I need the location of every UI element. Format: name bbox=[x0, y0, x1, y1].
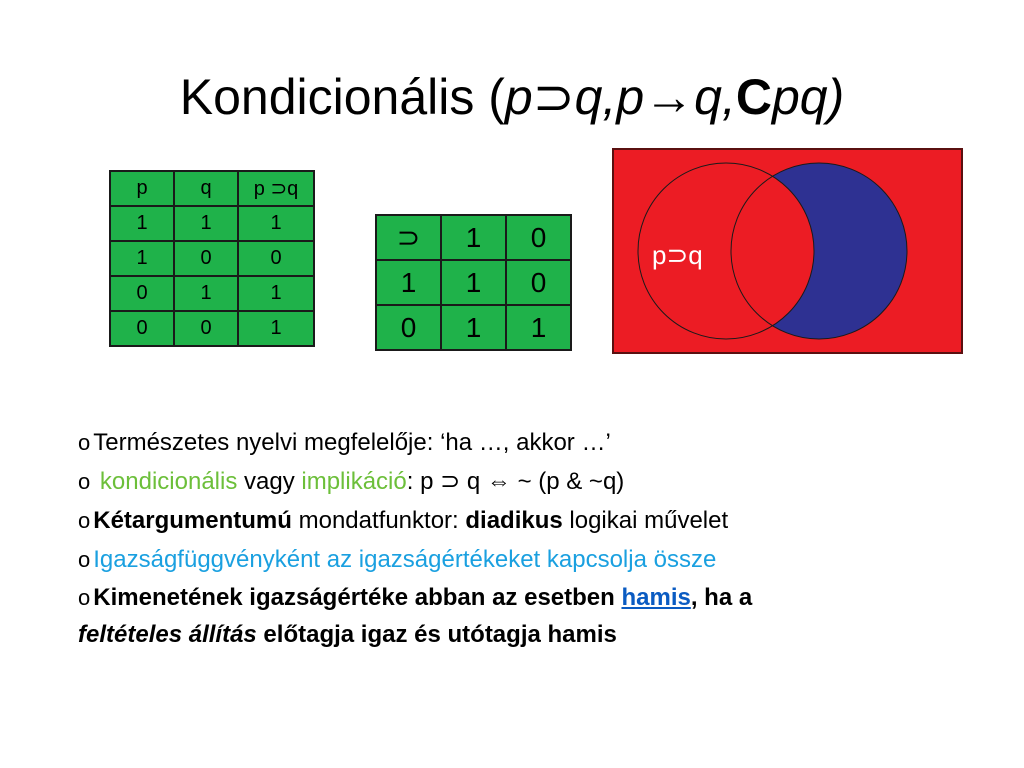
operator-table-cell: 1 bbox=[441, 305, 506, 350]
bullet-list bbox=[78, 423, 978, 653]
operator-table-cell: 1 bbox=[506, 305, 571, 350]
bullet-marker: o bbox=[78, 469, 91, 494]
operator-table-cell: 0 bbox=[506, 260, 571, 305]
truth-table-header-cell: p bbox=[110, 171, 174, 206]
operator-table bbox=[375, 214, 572, 351]
truth-table-header-cell: p ⊃q bbox=[238, 171, 314, 206]
truth-table-cell: 1 bbox=[110, 241, 174, 276]
bullet-false-case: o Kimenetének igazságértéke abban az esetben hamis, ha a feltételes állítás előtagja igaz és utótagja hamis bbox=[78, 584, 753, 648]
operator-table-header-cell: ⊃ bbox=[376, 215, 441, 260]
operator-table-row bbox=[376, 305, 571, 350]
venn-label: p⊃q bbox=[652, 240, 703, 270]
bullet-definition: o kondicionális vagy implikáció: p ⊃ q ⇔ ~ (p & ~q) bbox=[78, 468, 625, 495]
operator-table-row bbox=[376, 260, 571, 305]
truth-table-row bbox=[110, 276, 314, 311]
truth-table-header-cell: q bbox=[174, 171, 238, 206]
truth-table-cell: 1 bbox=[174, 276, 238, 311]
bullet-marker: o bbox=[78, 508, 91, 533]
truth-table-cell: 0 bbox=[174, 241, 238, 276]
truth-table-header-row bbox=[110, 171, 314, 206]
term-kondicionalis: kondicionális bbox=[99, 468, 238, 495]
truth-table-cell: 1 bbox=[238, 311, 314, 346]
hamis-link[interactable]: hamis bbox=[621, 584, 691, 611]
truth-table-row bbox=[110, 241, 314, 276]
operator-table-cell: 1 bbox=[376, 260, 441, 305]
truth-table-row bbox=[110, 206, 314, 241]
operator-table-header-cell: 1 bbox=[441, 215, 506, 260]
page-title: Kondicionális (p⊃q,p→q,Cpq) bbox=[179, 69, 845, 125]
truth-table-cell: 0 bbox=[110, 311, 174, 346]
truth-table-cell: 0 bbox=[238, 241, 314, 276]
bullet-truth-function: o Igazságfüggvényként az igazságértékeket kapcsolja össze bbox=[78, 546, 717, 573]
truth-table-row bbox=[110, 311, 314, 346]
bullet-marker: o bbox=[78, 547, 91, 572]
operator-table-header-row bbox=[376, 215, 571, 260]
truth-table-cell: 1 bbox=[110, 206, 174, 241]
operator-table-cell: 1 bbox=[441, 260, 506, 305]
term-implikacio: implikáció bbox=[301, 468, 407, 495]
bullet-natural-language: o Természetes nyelvi megfelelője: ‘ha …, akkor …’ bbox=[78, 429, 611, 456]
truth-table-cell: 1 bbox=[238, 276, 314, 311]
bullet-marker: o bbox=[78, 430, 91, 455]
bullet-marker: o bbox=[78, 585, 91, 610]
operator-table-cell: 0 bbox=[376, 305, 441, 350]
truth-table-cell: 1 bbox=[174, 206, 238, 241]
truth-table-cell: 1 bbox=[238, 206, 314, 241]
truth-table bbox=[109, 170, 315, 347]
truth-table-cell: 0 bbox=[174, 311, 238, 346]
bullet-dyadic: o Kétargumentumú mondatfunktor: diadikus logikai művelet bbox=[78, 507, 729, 534]
operator-table-header-cell: 0 bbox=[506, 215, 571, 260]
truth-table-cell: 0 bbox=[110, 276, 174, 311]
venn-diagram bbox=[612, 148, 963, 354]
